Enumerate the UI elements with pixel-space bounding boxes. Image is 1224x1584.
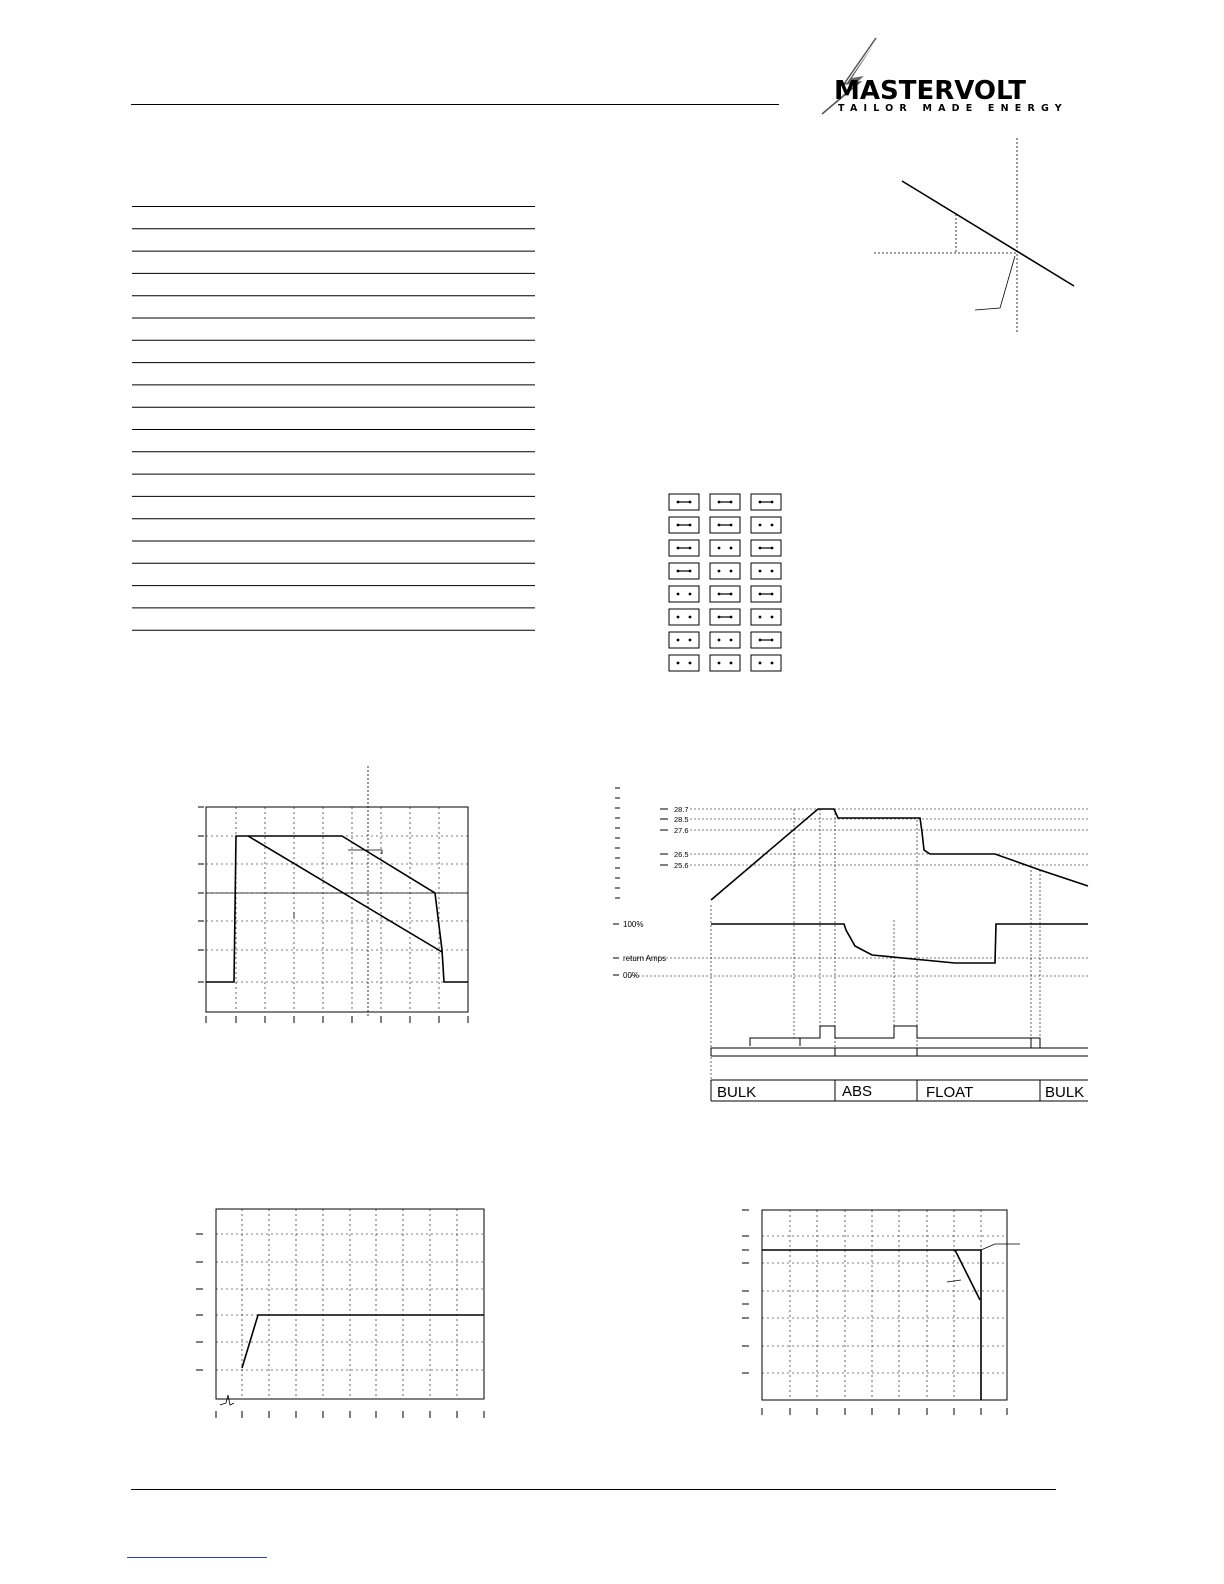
current-label-100: 100% xyxy=(623,920,644,929)
cutoff-y-ticks xyxy=(742,1210,749,1373)
charge-y-ticks xyxy=(615,788,620,898)
comp-slope-line xyxy=(902,181,1074,286)
jumper-closed-icon xyxy=(751,586,781,602)
current-label-00: 00% xyxy=(623,971,640,980)
comp-leader-line xyxy=(975,256,1015,310)
voltage-label-28-5: 28.5 xyxy=(674,815,689,824)
header-rule xyxy=(131,104,779,105)
jumper-open-icon xyxy=(710,540,740,556)
cutoff-curve-drop xyxy=(955,1250,980,1300)
jumper-open-icon xyxy=(669,586,699,602)
derating-curve-upper xyxy=(206,836,468,982)
phase-label-bulk-2: BULK xyxy=(1045,1084,1085,1101)
charge-voltage-label-ticks xyxy=(613,809,668,975)
logo-tagline: TAILOR MADE ENERGY xyxy=(838,103,1068,114)
charge-characteristic-chart xyxy=(610,780,1090,1104)
logo-wordmark: MASTERVOLT xyxy=(834,76,1027,106)
jumper-closed-icon xyxy=(710,494,740,510)
derating-y-ticks xyxy=(198,807,204,982)
jumper-open-icon xyxy=(751,563,781,579)
output-axis-break xyxy=(220,1395,234,1405)
jumper-closed-icon xyxy=(669,563,699,579)
jumper-open-icon xyxy=(710,563,740,579)
cutoff-x-ticks xyxy=(762,1408,1007,1415)
voltage-label-26-5: 26.5 xyxy=(674,850,689,859)
jumper-closed-icon xyxy=(751,540,781,556)
output-y-ticks xyxy=(196,1234,203,1370)
output-grid xyxy=(216,1209,484,1399)
cutoff-chart xyxy=(735,1200,1035,1420)
cutoff-curve-flat xyxy=(762,1250,981,1400)
temperature-compensation-sketch xyxy=(860,136,1090,336)
cutoff-grid xyxy=(762,1210,1007,1400)
jumper-open-icon xyxy=(710,632,740,648)
cutoff-leader-line xyxy=(981,1244,1020,1250)
voltage-label-27-6: 27.6 xyxy=(674,826,689,835)
derating-curve-diagonal xyxy=(248,836,442,952)
current-label-return: return Amps xyxy=(623,954,667,963)
charge-voltage-refs xyxy=(630,809,1088,976)
settings-table xyxy=(132,200,536,640)
voltage-label-25-6: 25.6 xyxy=(674,861,689,870)
jumper-open-icon xyxy=(669,655,699,671)
cutoff-plot-frame xyxy=(762,1210,1007,1400)
output-curve xyxy=(242,1315,484,1368)
jumper-closed-icon xyxy=(710,609,740,625)
logo xyxy=(816,36,1066,116)
jumper-open-icon xyxy=(751,517,781,533)
charge-voltage-curve xyxy=(711,809,1088,900)
jumper-open-icon xyxy=(669,632,699,648)
jumper-closed-icon xyxy=(710,586,740,602)
dip-switch-grid xyxy=(660,488,800,678)
footer-rule xyxy=(131,1489,1056,1490)
jumper-open-icon xyxy=(710,655,740,671)
output-curve-chart xyxy=(190,1205,490,1425)
jumper-open-icon xyxy=(751,655,781,671)
jumper-open-icon xyxy=(751,609,781,625)
output-x-ticks xyxy=(216,1411,484,1418)
footer-link[interactable] xyxy=(127,1557,267,1558)
derating-x-ticks xyxy=(206,1016,468,1023)
jumper-open-icon xyxy=(669,609,699,625)
jumper-closed-icon xyxy=(669,494,699,510)
phase-label-float: FLOAT xyxy=(926,1084,974,1101)
voltage-label-28-7: 28.7 xyxy=(674,805,689,814)
jumper-closed-icon xyxy=(751,632,781,648)
jumper-closed-icon xyxy=(669,540,699,556)
phase-label-abs: ABS xyxy=(842,1083,873,1100)
derating-chart xyxy=(190,762,480,1024)
jumper-closed-icon xyxy=(710,517,740,533)
jumper-closed-icon xyxy=(669,517,699,533)
derating-plot-frame xyxy=(206,807,468,1012)
phase-label-bulk: BULK xyxy=(717,1084,757,1101)
jumper-closed-icon xyxy=(751,494,781,510)
derating-grid xyxy=(206,807,468,1012)
charge-timing-blocks xyxy=(711,1026,1088,1056)
charge-current-curve xyxy=(711,924,1088,963)
